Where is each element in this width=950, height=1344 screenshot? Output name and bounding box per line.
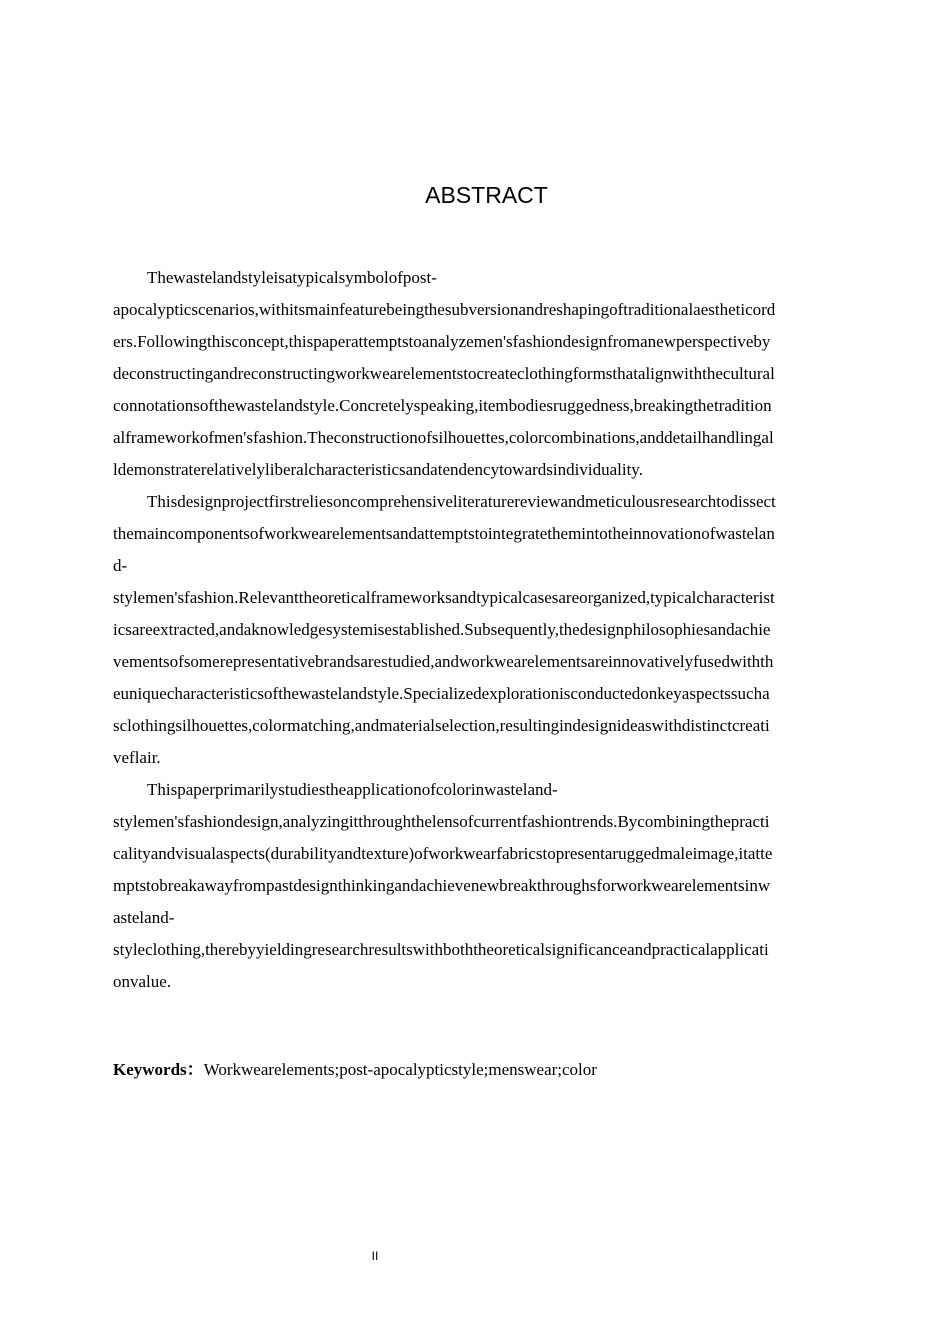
abstract-line: deconstructingandreconstructingworkwearelementstocreateclothingformsthatalignwiththecultural [113, 364, 775, 383]
abstract-line: Thisdesignprojectfirstreliesoncomprehensiveliteraturereviewandmeticulousresearchtodissect [147, 492, 776, 511]
page-title: ABSTRACT [425, 182, 548, 208]
keywords-value: Workwearelements;post-apocalypticstyle;menswear;color [203, 1060, 597, 1079]
keywords-label: Keywords： [113, 1060, 204, 1079]
abstract-line: onvalue. [113, 972, 172, 991]
abstract-line: Thispaperprimarilystudiestheapplicationofcolorinwasteland- [147, 780, 558, 799]
abstract-line: vementsofsomerepresentativebrandsarestudied,andworkwearelementsareinnovativelyfusedwithth [113, 652, 774, 671]
abstract-line: apocalypticscenarios,withitsmainfeaturebeingthesubversionandreshapingoftraditionalaestheticord [113, 300, 776, 319]
keywords [113, 1054, 859, 1086]
abstract-line: mptstobreakawayfrompastdesignthinkingandachievenewbreakthroughsforworkwearelementsinw [113, 876, 771, 895]
abstract-line: veflair. [113, 748, 161, 767]
abstract-line: ldemonstraterelativelyliberalcharacteristicsandatendencytowardsindividuality. [113, 460, 643, 479]
page-number: II [371, 1249, 379, 1263]
abstract-line: sclothingsilhouettes,colormatching,andmaterialselection,resultingindesignideaswithdistinctcreati [113, 716, 770, 735]
abstract-line: Thewastelandstyleisatypicalsymbolofpost- [147, 268, 437, 287]
abstract-line: alframeworkofmen'sfashion.Theconstructionofsilhouettes,colorcombinations,anddetailhandlingal [113, 428, 774, 447]
abstract-line: stylemen'sfashion.Relevanttheoreticalframeworksandtypicalcasesareorganized,typicalcharacterist [113, 588, 775, 607]
abstract-line: styleclothing,therebyyieldingresearchresultswithboththeoreticalsignificanceandpracticalapplicati [113, 940, 769, 959]
abstract-line: icsareextracted,andaknowledgesystemisestablished.Subsequently,thedesignphilosophiesandachie [113, 620, 771, 639]
abstract-line: asteland- [113, 908, 175, 927]
abstract-line: d- [113, 556, 128, 575]
abstract-line: themaincomponentsofworkwearelementsandattemptstointegratethemintotheinnovationofwastelan [113, 524, 775, 543]
abstract-line: stylemen'sfashiondesign,analyzingitthroughthelensofcurrentfashiontrends.Bycombiningthepracti [113, 812, 770, 831]
abstract-line: connotationsofthewastelandstyle.Concretelyspeaking,itembodiesruggedness,breakingthetradition [113, 396, 772, 415]
abstract-line: calityandvisualaspects(durabilityandtexture)ofworkwearfabricstopresentaruggedmaleimage,itatte [113, 844, 773, 863]
abstract-line: ers.Followingthisconcept,thispaperattemptstoanalyzemen'sfashiondesignfromanewperspectiveby [113, 332, 771, 351]
abstract-line: euniquecharacteristicsofthewastelandstyle.Specializedexplorationisconductedonkeyaspectssucha [113, 684, 770, 703]
abstract-body [113, 262, 859, 998]
